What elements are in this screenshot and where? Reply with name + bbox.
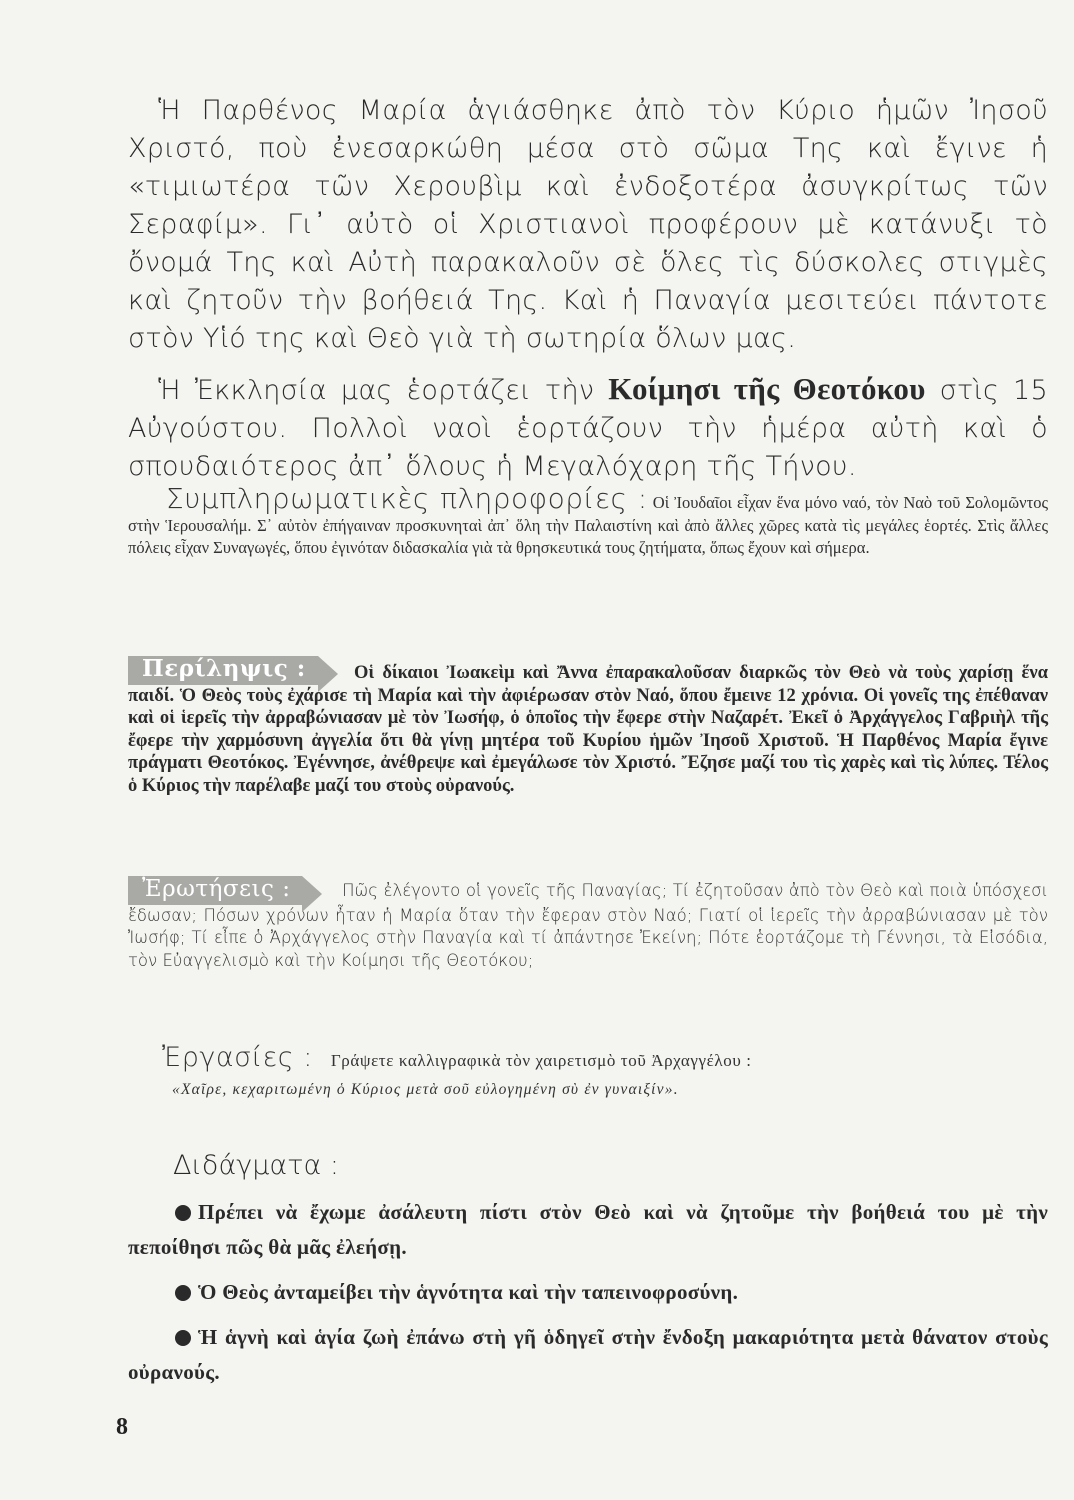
supplement-label: Συμπληρωματικὲς πληροφορίες : bbox=[166, 482, 648, 515]
questions-label: Ἐρωτήσεις : bbox=[128, 876, 302, 905]
supplement-section bbox=[128, 482, 1049, 560]
bullet-icon bbox=[175, 1330, 191, 1346]
intro-p2-after: στὶς 15 Αὐγούστου. Πολλοὶ ναοὶ ἑορτάζουν τὴν ἡμέρα αὐτὴ καὶ ὁ σπουδαιότερος ἀπ᾽ ὅλους ἡ Μεγαλόχαρη τῆς Τήνου. bbox=[128, 375, 1049, 482]
intro-paragraph-1: Ἡ Παρθένος Μαρία ἁγιάσθηκε ἀπὸ τὸν Κύριο ἡμῶν Ἰησοῦ Χριστό, ποὺ ἐνεσαρκώθη μέσα στὸ σῶμα Της καὶ ἔγινε ἡ «τιμιωτέρα τῶν Χερουβὶμ καὶ ἐνδοξοτέρα ἀσυγκρίτως τῶν Σεραφίμ». Γι᾽ αὐτὸ οἱ Χριστιανοὶ προφέρουν μὲ κατάνυξι τὸ ὄνομά Της καὶ Αὐτὴ παρακαλοῦν σὲ ὅλες τὶς δύσκολες στιγμὲς καὶ ζητοῦν τὴν βοήθειά Της. Καὶ ἡ Παναγία μεσιτεύει πάντοτε στὸν Υἱό της καὶ Θεὸ γιὰ τὴ σωτηρία ὅλων μας. bbox=[128, 95, 1048, 354]
page-number: 8 bbox=[116, 1414, 128, 1440]
intro-section bbox=[128, 92, 1048, 486]
lesson-text: Ὁ Θεὸς ἀνταμείβει τὴν ἁγνότητα καὶ τὴν ταπεινοφροσύνη. bbox=[198, 1280, 739, 1304]
tasks-instruction: Γράψετε καλλιγραφικὰ τὸν χαιρετισμὸ τοῦ Ἀρχαγγέλου : bbox=[330, 1051, 752, 1070]
feast-name: Κοίμησι τῆς Θεοτόκου bbox=[608, 371, 926, 406]
intro-p2-before: Ἡ Ἐκκλησία μας ἑορτάζει τὴν bbox=[158, 375, 609, 406]
tasks-line bbox=[162, 1042, 1042, 1073]
lesson-text: Πρέπει νὰ ἔχωμε ἀσάλευτη πίστι στὸν Θεὸ καὶ νὰ ζητοῦμε τὴν βοήθειά του μὲ τὴν πεποίθησι πῶς θὰ μᾶς ἐλεήσῃ. bbox=[128, 1200, 1048, 1259]
questions-text: Πῶς ἐλέγοντο οἱ γονεῖς τῆς Παναγίας; Τί ἐζητοῦσαν ἀπὸ τὸν Θεὸ καὶ ποιὰ ὑπόσχεσι ἔδωσαν; Πόσων χρόνων ἦταν ἡ Μαρία ὅταν τὴν ἔφεραν στὸν Ναό; Γιατί οἱ ἱερεῖς τὴν ἀρραβώνιασαν μὲ τὸν Ἰωσήφ; Τί εἶπε ὁ Ἀρχάγγελος στὴν Παναγία καὶ τί ἀπάντησε Ἐκείνη; Πότε ἑορτάζομε τὴ Γέννησι, τὰ Εἰσόδια, τὸν Εὐαγγελισμὸ καὶ τὴν Κοίμησι τῆς Θεοτόκου; bbox=[128, 881, 1048, 970]
tasks-label: Ἐργασίες : bbox=[162, 1042, 313, 1073]
questions-section bbox=[128, 876, 1048, 972]
lesson-item bbox=[128, 1275, 1048, 1310]
summary-text: Οἱ δίκαιοι Ἰωακεὶμ καὶ Ἄννα ἐπαρακαλοῦσαν διαρκῶς τὸν Θεὸ νὰ τοὺς χαρίσῃ ἕνα παιδί. Ὁ Θεὸς τοὺς ἐχάρισε τὴ Μαρία καὶ τὴν ἀφιέρωσαν στὸν Ναό, ὅπου ἔμεινε 12 χρόνια. Οἱ γονεῖς της ἐπέθαναν καὶ οἱ ἱερεῖς τὴν ἀρραβώνιασαν μὲ τὸν Ἰωσήφ, ὁ ὁποῖος τὴν ἔφερε στὴν Ναζαρέτ. Ἐκεῖ ὁ Ἀρχάγγελος Γαβριὴλ τῆς ἔφερε τὴν χαρμόσυνη ἀγγελία ὅτι θὰ γίνῃ μητέρα τοῦ Κυρίου ἡμῶν Ἰησοῦ Χριστοῦ. Ἡ Παρθένος Μαρία ἔγινε πράγματι Θεοτόκος. Ἐγέννησε, ἀνέθρεψε καὶ ἐμεγάλωσε τὸν Χριστό. Ἔζησε μαζί του τὶς χαρὲς καὶ τὶς λύπες. Τέλος ὁ Κύριος τὴν παρέλαβε μαζί του στοὺς οὐρανούς. bbox=[128, 663, 1049, 796]
bullet-icon bbox=[175, 1285, 191, 1301]
summary-section bbox=[128, 656, 1048, 797]
summary-label: Περίληψις : bbox=[128, 656, 318, 685]
lesson-item bbox=[128, 1195, 1048, 1265]
lessons-heading: Διδάγματα : bbox=[173, 1150, 339, 1181]
intro-paragraph-2 bbox=[128, 370, 1048, 486]
archangel-greeting: «Χαῖρε, κεχαριτωμένη ὁ Κύριος μετὰ σοῦ εὐλογημένη σὺ ἐν γυναιξίν». bbox=[172, 1081, 679, 1098]
lessons-list bbox=[128, 1195, 1048, 1390]
tasks-section bbox=[162, 1042, 1042, 1099]
lessons-section bbox=[128, 1150, 1048, 1400]
bullet-icon bbox=[175, 1205, 191, 1221]
lesson-text: Ἡ ἁγνὴ καὶ ἁγία ζωὴ ἐπάνω στὴ γῆ ὁδηγεῖ στὴν ἔνδοξη μακαριότητα μετὰ θάνατον στοὺς οὐρανούς. bbox=[128, 1325, 1048, 1384]
supplement-text: Οἱ Ἰουδαῖοι εἶχαν ἕνα μόνο ναό, τὸν Ναὸ τοῦ Σολομῶντος στὴν Ἱερουσαλήμ. Σ᾽ αὐτὸν ἐπήγαιναν προσκυνηταὶ ἀπ᾽ ὅλη τὴν Παλαιστίνη καὶ ἀπὸ ἄλλες χῶρες κατὰ τὶς μεγάλες ἑορτές. Στὶς ἄλλες πόλεις εἶχαν Συναγωγές, ὅπου ἐγινόταν διδασκαλία γιὰ τὰ θρησκευτικά τους ζητήματα, ὅπως ἔχουν καὶ σήμερα. bbox=[128, 493, 1049, 557]
lesson-item bbox=[128, 1320, 1048, 1390]
